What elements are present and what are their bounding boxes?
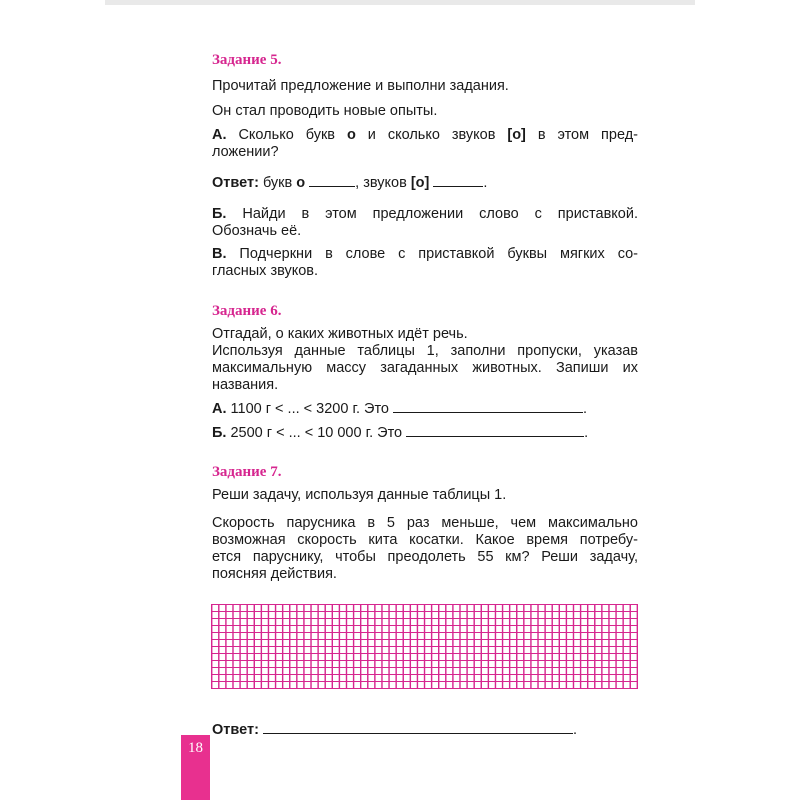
- task5-question-a-cont: ложении?: [212, 144, 279, 160]
- answer-blank-final[interactable]: [263, 732, 573, 734]
- task7-problem-line4: поясняя действия.: [212, 566, 337, 582]
- task5-question-a: А. Сколько букв о и сколько звуков [о] в этом пред-: [212, 127, 638, 143]
- task6-line4: названия.: [212, 377, 279, 393]
- task5-question-b: Б. Найди в этом предложении слово с приставкой.: [212, 206, 638, 222]
- task6-line1: Отгадай, о каких животных идёт речь.: [212, 326, 468, 342]
- answer-blank-sounds[interactable]: [433, 185, 483, 187]
- task5-question-c: В. Подчеркни в слове с приставкой буквы мягких со-: [212, 246, 638, 262]
- answer-blank-animal-b[interactable]: [406, 435, 584, 437]
- task7-problem-line2: возможная скорость кита косатки. Какое время потребу-: [212, 532, 638, 548]
- task5-title: Задание 5.: [212, 52, 282, 68]
- task7-problem-line1: Скорость парусника в 5 раз меньше, чем максимально: [212, 515, 638, 531]
- task5-question-b-cont: Обозначь её.: [212, 223, 302, 239]
- answer-blank-animal-a[interactable]: [393, 411, 583, 413]
- task7-answer: Ответ: .: [212, 722, 577, 738]
- page-number: 18: [188, 740, 203, 756]
- task6-line3: максимальную массу загаданных животных. Запиши их: [212, 360, 638, 376]
- top-edge: [105, 0, 695, 5]
- task5-sentence: Он стал проводить новые опыты.: [212, 103, 438, 119]
- task5-instruction: Прочитай предложение и выполни задания.: [212, 78, 509, 94]
- task7-problem-line3: ется паруснику, чтобы преодолеть 55 км? Реши задачу,: [212, 549, 638, 565]
- answer-blank-letters[interactable]: [309, 185, 355, 187]
- answer-label: Ответ:: [212, 175, 259, 191]
- item-label: А.: [212, 127, 227, 143]
- task7-title: Задание 7.: [212, 464, 282, 480]
- solution-grid[interactable]: [211, 604, 638, 689]
- task6-item-a: А. 1100 г < ... < 3200 г. Это .: [212, 401, 588, 417]
- task7-line1: Реши задачу, используя данные таблицы 1.: [212, 487, 507, 503]
- task5-answer: Ответ: букв о , звуков [о] .: [212, 175, 488, 191]
- task5-question-c-cont: гласных звуков.: [212, 263, 319, 279]
- task6-item-b: Б. 2500 г < ... < 10 000 г. Это .: [212, 425, 589, 441]
- answer-label: Ответ:: [212, 722, 259, 738]
- task6-line2: Используя данные таблицы 1, заполни пропуски, указав: [212, 343, 638, 359]
- task6-title: Задание 6.: [212, 303, 282, 319]
